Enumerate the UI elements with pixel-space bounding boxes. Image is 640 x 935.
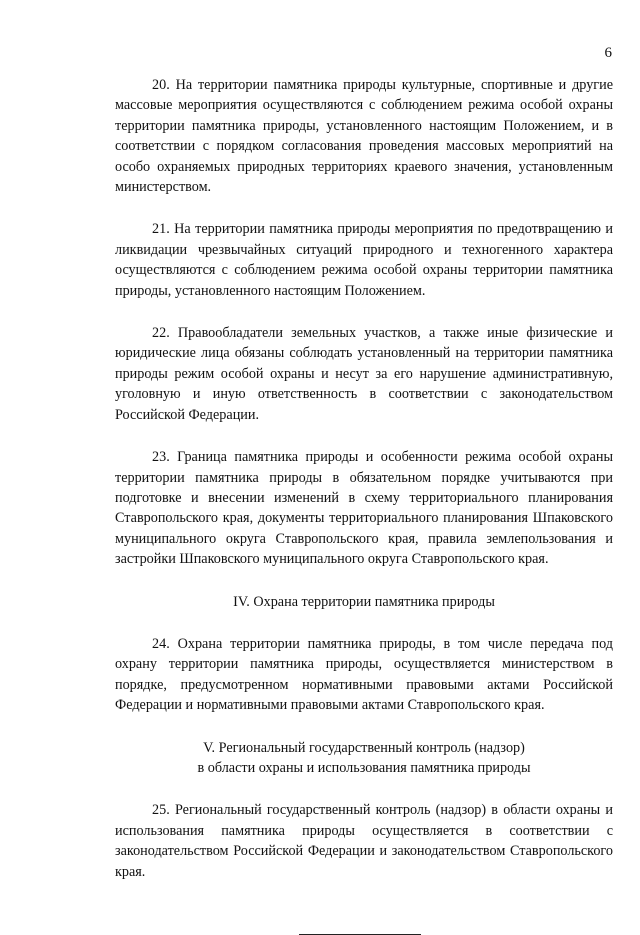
paragraph-21: 21. На территории памятника природы мероприятия по предотвращению и ликвидации чрезвычайных ситуаций природного и техногенного характера осуществляются с соблюдением режима особой охраны территории памятника природы, установленного настоящим Положением. (115, 221, 613, 299)
section-iv-title: IV. Охрана территории памятника природы (233, 593, 495, 610)
section-iv-heading (115, 592, 613, 612)
section-v-title-line1: V. Региональный государственный контроль (надзор) (203, 739, 525, 756)
paragraph-25: 25. Региональный государственный контроль (надзор) в области охраны и использования памятника природы осуществляется в соответствии с законодательством Российской Федерации и законодательством Ставропольского края. (115, 802, 613, 880)
section-v-heading (115, 738, 613, 779)
page-number: 6 (604, 45, 612, 61)
document-body (115, 75, 613, 935)
paragraph-22: 22. Правообладатели земельных участков, а также иные физические и юридические лица обязаны соблюдать установленный на территории памятника природы режим особой охраны и несут за его нарушение административную, уголовную и иную ответственность в соответствии с законодательством Российской Федерации. (115, 325, 613, 423)
section-v-title-line2: в области охраны и использования памятника природы (197, 759, 531, 776)
paragraph-20: 20. На территории памятника природы культурные, спортивные и другие массовые мероприятия осуществляются с соблюдением режима особой охраны территории памятника природы, установленного настоящим Положением, и в соответствии с порядком согласования проведения массовых мероприятий на особо охраняемых природных территориях краевого значения, установленным министерством. (115, 77, 613, 196)
paragraph-24: 24. Охрана территории памятника природы, в том числе передача под охрану территории памятника природы, осуществляется министерством в порядке, предусмотренном нормативными правовыми актами Российской Федерации и нормативными правовыми актами Ставропольского края. (115, 635, 613, 714)
paragraph-23: 23. Граница памятника природы и особенности режима особой охраны территории памятника природы в обязательном порядке учитываются при подготовке и внесении изменений в схему территориального планирования Ставропольского края, документы территориального планирования Шпаковского муниципального округа Ставропольского края, правила землепользования и застройки Шпаковского муниципального округа Ставропольского края. (115, 449, 613, 568)
